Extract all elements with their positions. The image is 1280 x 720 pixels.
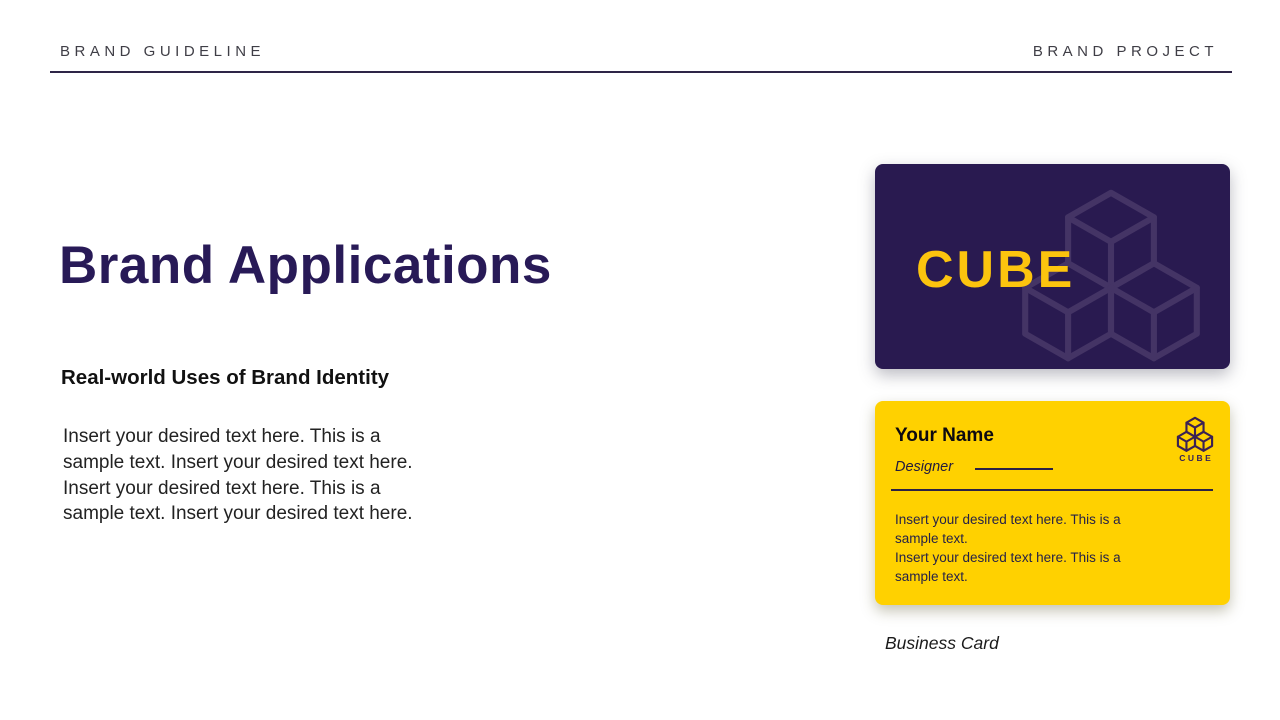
body-line: Insert your desired text here. This is a [63, 477, 381, 499]
business-card [875, 401, 1230, 605]
page-title: Brand Applications [59, 236, 552, 295]
body-line: sample text. Insert your desired text here. [63, 451, 413, 473]
logo-wordmark-small: CUBE [1179, 453, 1214, 463]
header-right-label: BRAND PROJECT [1032, 43, 1218, 60]
body-line: sample text. Insert your desired text here. [63, 503, 413, 525]
body-paragraph [63, 424, 413, 527]
business-card-line: sample text. [895, 531, 968, 546]
business-card-logo [1173, 416, 1217, 463]
business-card-line: Insert your desired text here. This is a [895, 512, 1121, 527]
business-card-divider [891, 489, 1213, 491]
business-card-line: Insert your desired text here. This is a [895, 550, 1121, 565]
business-card-line: sample text. [895, 569, 968, 584]
business-card-name: Your Name [895, 425, 994, 446]
body-line: Insert your desired text here. This is a [63, 426, 381, 447]
brand-logo-card [875, 164, 1230, 369]
section-subtitle: Real-world Uses of Brand Identity [61, 366, 390, 389]
brand-logo-wordmark: CUBE [916, 241, 1076, 299]
business-card-caption: Business Card [885, 633, 999, 653]
cubes-logo-icon [1176, 416, 1214, 452]
header-left-label: BRAND GUIDELINE [60, 43, 266, 60]
business-card-text [895, 510, 1121, 586]
role-underline [975, 468, 1053, 470]
business-card-role: Designer [895, 459, 954, 475]
header-divider [50, 71, 1232, 73]
